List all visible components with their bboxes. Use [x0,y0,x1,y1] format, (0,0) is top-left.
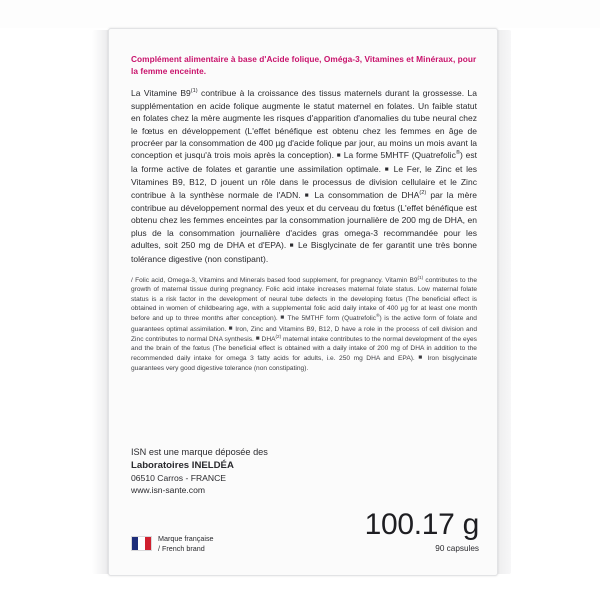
french-brand-mark [131,534,214,553]
french-brand-labels [158,534,214,553]
net-weight-block [365,510,479,553]
company-address: 06510 Carros - FRANCE [131,473,227,483]
page-top-strip [0,0,600,28]
supplement-package-back-panel [108,28,498,576]
product-description-french: La Vitamine B9$^{(1)}$ contribue à la croissance des tissus maternels durant la grossesse. La supplémentation en acide folique augmente le statut maternel en folates. Un faible statut en folates chez la mère augmente les risques d'apparition d'anomalies du tube neural chez le fœtus en développement (L'effet bénéfique est obtenu chez les femmes en âge de procréer par la consommation de 400 µg d'acide folique par jour, au moins un mois avant la conception et jusqu'à trois mois après la conception). ■ La forme 5MHTF (Quatrefolic®) est la forme active de folates et garantie une assimilation optimale. ■ Le Fer, le Zinc et les Vitamines B9, B12, D jouent un rôle dans le processus de division cellulaire et le Zinc contribue à la synthèse normale de l'ADN. ■ La consommation de DHA$^{(2)}$ par la mère contribue au développement normal des yeux et du cerveau du fœtus (L'effet bénéfique est obtenu chez les femmes enceintes par la consommation journalière de 200 mg de DHA, en plus de la consommation journalière d'acides gras omega-3 recommandée pour les adultes, soit 250 mg de DHA et d'EPA). ■ Le Bisglycinate de fer garantit une très bonne tolérance digestive (non constipant). [131,88,478,264]
package-text-block [131,53,477,373]
french-brand-label-en: / French brand [158,543,205,553]
package-right-edge [497,30,511,574]
net-weight-value: 100.17 g [364,508,479,541]
package-footer [131,446,479,553]
footer-bottom-row [131,510,479,553]
french-flag-icon [131,536,152,551]
company-website: www.isn-sante.com [131,485,206,495]
product-description-english: / Folic acid, Omega-3, Vitamins and Minerals based food supplement, for pregnancy. Vitamin B9$^{(1)}$ contributes to the growth of maternal tissue during pregnancy. Folic acid intake increases maternal folate status. Low maternal folate status is a risk factor in the development of neural tube defects in the developing fœtus (The beneficial effect is obtained in women of childbearing age, with a supplemental folic acid daily intake of 400 µg for at least one month before and up to three months after conception). ■ The 5MTHF form (Quatrefolic®) is the active form of folate and guarantees optimal assimilation. ■ Iron, Zinc and Vitamins B9, B12, D have a role in the process of cell division and Zinc contributes to normal DNA synthesis. ■ DHA$^{(2)}$ maternal intake contributes to the normal development of the eyes and the brain of the fœtus (The beneficial effect is obtained with a daily intake of 200 mg of DHA in addition to the recommended daily intake for omega 3 fatty acids for adults, i.e. 250 mg DHA and EPA). ■ Iron bisglycinate guarantees very good digestive tolerance (non constipating). [131,274,478,372]
trademark-line: ISN est une marque déposée des [131,447,268,457]
company-name: Laboratoires INELDÉA [131,460,234,471]
french-brand-label-fr: Marque française [158,534,214,544]
capsule-count: 90 capsules [435,544,479,553]
product-headline: Complément alimentaire à base d'Acide folique, Oméga-3, Vitamines et Minéraux, pour la femme enceinte. [131,54,477,77]
